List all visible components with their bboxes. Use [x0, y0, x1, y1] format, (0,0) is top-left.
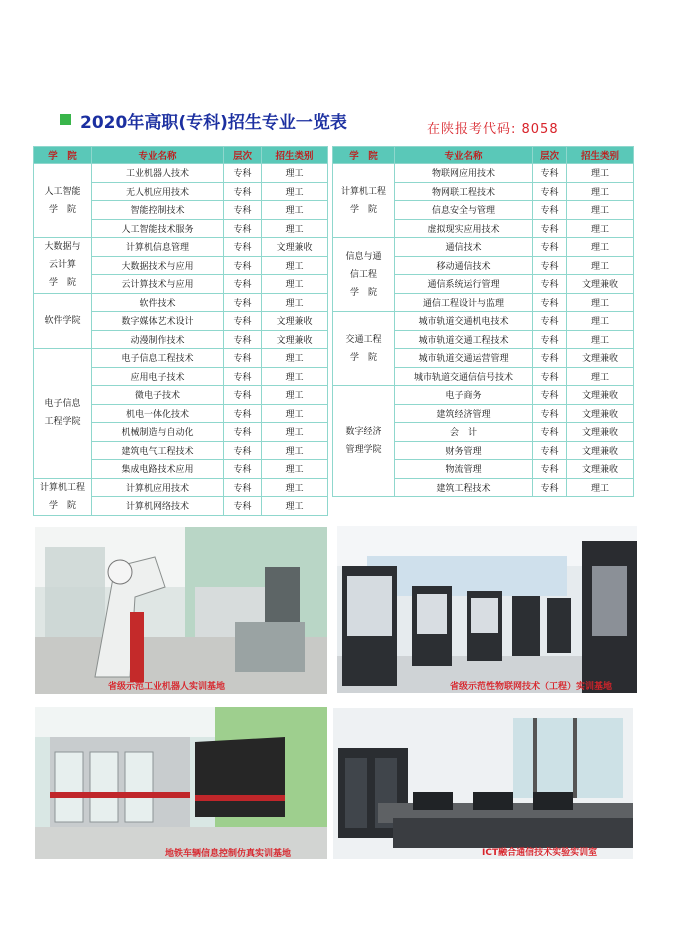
major-category: 文理兼收: [567, 349, 634, 368]
major-level: 专科: [224, 256, 262, 275]
college-name: 人工智能 学 院: [34, 164, 92, 238]
page-title: 2020年高职(专科)招生专业一览表: [80, 113, 347, 133]
major-level: 专科: [533, 330, 567, 349]
major-name: 集成电路技术应用: [92, 460, 224, 479]
major-category: 文理兼收: [567, 460, 634, 479]
major-level: 专科: [224, 330, 262, 349]
major-name: 财务管理: [395, 441, 533, 460]
metro-lab-image: [35, 707, 327, 859]
college-name: 计算机工程 学 院: [333, 164, 395, 238]
major-category: 文理兼收: [567, 404, 634, 423]
major-name: 城市轨道交通工程技术: [395, 330, 533, 349]
major-category: 理工: [262, 349, 328, 368]
major-level: 专科: [533, 441, 567, 460]
college-name: 交通工程 学 院: [333, 312, 395, 386]
major-name: 城市轨道交通信信号技术: [395, 367, 533, 386]
major-category: 理工: [567, 478, 634, 497]
major-category: 理工: [262, 478, 328, 497]
major-name: 建筑经济管理: [395, 404, 533, 423]
table-row: [34, 478, 328, 497]
major-name: 通信技术: [395, 238, 533, 257]
major-name: 建筑电气工程技术: [92, 441, 224, 460]
major-category: 理工: [262, 164, 328, 183]
header-category: 招生类别: [567, 147, 634, 164]
major-category: 理工: [262, 386, 328, 405]
major-level: 专科: [533, 349, 567, 368]
major-name: 计算机网络技术: [92, 497, 224, 516]
major-name: 通信系统运行管理: [395, 275, 533, 294]
college-name: 软件学院: [34, 293, 92, 349]
photo-iot-lab: [337, 526, 637, 693]
major-level: 专科: [224, 201, 262, 220]
green-square-icon: [60, 114, 71, 125]
major-name: 建筑工程技术: [395, 478, 533, 497]
major-level: 专科: [224, 460, 262, 479]
major-level: 专科: [224, 349, 262, 368]
table-row: [333, 164, 634, 183]
major-level: 专科: [533, 404, 567, 423]
enroll-code: 在陕报考代码: 8058: [427, 122, 559, 137]
header-major: 专业名称: [92, 147, 224, 164]
major-name: 动漫制作技术: [92, 330, 224, 349]
major-category: 理工: [262, 404, 328, 423]
photo-caption-3: 地铁车辆信息控制仿真实训基地: [165, 849, 292, 859]
major-level: 专科: [533, 238, 567, 257]
table-row: [333, 238, 634, 257]
major-name: 移动通信技术: [395, 256, 533, 275]
photo-metro-lab: [35, 707, 327, 859]
major-level: 专科: [224, 312, 262, 331]
major-category: 文理兼收: [567, 275, 634, 294]
college-name: 电子信息 工程学院: [34, 349, 92, 479]
major-level: 专科: [533, 312, 567, 331]
major-category: 理工: [567, 238, 634, 257]
major-category: 理工: [262, 182, 328, 201]
major-name: 云计算技术与应用: [92, 275, 224, 294]
college-name: 计算机工程 学 院: [34, 478, 92, 515]
major-name: 微电子技术: [92, 386, 224, 405]
major-level: 专科: [533, 293, 567, 312]
major-name: 智能控制技术: [92, 201, 224, 220]
major-name: 机械制造与自动化: [92, 423, 224, 442]
major-level: 专科: [224, 404, 262, 423]
major-level: 专科: [224, 423, 262, 442]
major-name: 大数据技术与应用: [92, 256, 224, 275]
major-category: 文理兼收: [262, 330, 328, 349]
major-category: 理工: [567, 330, 634, 349]
college-name: 数字经济 管理学院: [333, 386, 395, 497]
major-level: 专科: [533, 423, 567, 442]
major-category: 理工: [567, 201, 634, 220]
major-name: 应用电子技术: [92, 367, 224, 386]
major-name: 物联网应用技术: [395, 164, 533, 183]
photo-caption-2: 省级示范性物联网技术（工程）实训基地: [450, 682, 613, 692]
major-category: 理工: [262, 367, 328, 386]
major-name: 电子信息工程技术: [92, 349, 224, 368]
major-name: 城市轨道交通运营管理: [395, 349, 533, 368]
header-college: 学 院: [34, 147, 92, 164]
header-level: 层次: [224, 147, 262, 164]
major-category: 文理兼收: [262, 312, 328, 331]
major-name: 人工智能技术服务: [92, 219, 224, 238]
photo-ict-lab: [333, 708, 633, 859]
major-name: 计算机应用技术: [92, 478, 224, 497]
major-category: 理工: [262, 201, 328, 220]
major-name: 虚拟现实应用技术: [395, 219, 533, 238]
photo-robot-lab: [35, 527, 327, 694]
major-category: 文理兼收: [262, 238, 328, 257]
ict-lab-image: [333, 708, 633, 859]
table-row: [34, 238, 328, 257]
college-name: 大数据与 云计算 学 院: [34, 238, 92, 294]
major-name: 电子商务: [395, 386, 533, 405]
photo-caption-4: ICT融合通信技术实验实训室: [482, 848, 598, 858]
major-category: 文理兼收: [567, 423, 634, 442]
robot-lab-image: [35, 527, 327, 694]
college-name: 信息与通 信工程 学 院: [333, 238, 395, 312]
major-level: 专科: [533, 460, 567, 479]
major-level: 专科: [533, 275, 567, 294]
major-category: 理工: [567, 312, 634, 331]
major-name: 数字媒体艺术设计: [92, 312, 224, 331]
major-level: 专科: [224, 386, 262, 405]
major-level: 专科: [224, 367, 262, 386]
iot-lab-image: [337, 526, 637, 693]
major-level: 专科: [533, 256, 567, 275]
major-name: 会 计: [395, 423, 533, 442]
major-category: 理工: [262, 256, 328, 275]
major-level: 专科: [533, 219, 567, 238]
major-level: 专科: [224, 182, 262, 201]
table-row: [34, 349, 328, 368]
major-level: 专科: [224, 164, 262, 183]
major-category: 理工: [262, 293, 328, 312]
table-row: [34, 293, 328, 312]
title-bar: [60, 108, 660, 136]
major-name: 物流管理: [395, 460, 533, 479]
header-college: 学 院: [333, 147, 395, 164]
major-category: 理工: [567, 293, 634, 312]
major-level: 专科: [533, 182, 567, 201]
major-name: 物网联工程技术: [395, 182, 533, 201]
major-name: 机电一体化技术: [92, 404, 224, 423]
major-category: 理工: [262, 497, 328, 516]
major-name: 城市轨道交通机电技术: [395, 312, 533, 331]
major-category: 文理兼收: [567, 386, 634, 405]
header-major: 专业名称: [395, 147, 533, 164]
major-category: 理工: [567, 164, 634, 183]
major-level: 专科: [224, 478, 262, 497]
major-category: 理工: [567, 182, 634, 201]
major-name: 信息安全与管理: [395, 201, 533, 220]
major-level: 专科: [533, 164, 567, 183]
major-level: 专科: [224, 497, 262, 516]
major-category: 理工: [262, 423, 328, 442]
majors-table-left: [33, 146, 328, 516]
major-category: 理工: [262, 441, 328, 460]
major-level: 专科: [224, 219, 262, 238]
major-category: 理工: [567, 256, 634, 275]
header-category: 招生类别: [262, 147, 328, 164]
major-level: 专科: [224, 238, 262, 257]
major-category: 理工: [262, 460, 328, 479]
major-level: 专科: [533, 367, 567, 386]
major-category: 理工: [262, 219, 328, 238]
major-name: 无人机应用技术: [92, 182, 224, 201]
major-name: 软件技术: [92, 293, 224, 312]
major-level: 专科: [224, 275, 262, 294]
table-row: [34, 164, 328, 183]
table-row: [333, 386, 634, 405]
major-level: 专科: [533, 386, 567, 405]
major-level: 专科: [224, 293, 262, 312]
major-name: 计算机信息管理: [92, 238, 224, 257]
major-level: 专科: [533, 201, 567, 220]
photo-caption-1: 省级示范工业机器人实训基地: [108, 682, 226, 692]
major-level: 专科: [533, 478, 567, 497]
table-row: [333, 312, 634, 331]
major-category: 文理兼收: [567, 441, 634, 460]
major-category: 理工: [262, 275, 328, 294]
header-level: 层次: [533, 147, 567, 164]
major-name: 工业机器人技术: [92, 164, 224, 183]
majors-table-right: [332, 146, 634, 497]
major-level: 专科: [224, 441, 262, 460]
major-category: 理工: [567, 367, 634, 386]
major-name: 通信工程设计与监理: [395, 293, 533, 312]
major-category: 理工: [567, 219, 634, 238]
